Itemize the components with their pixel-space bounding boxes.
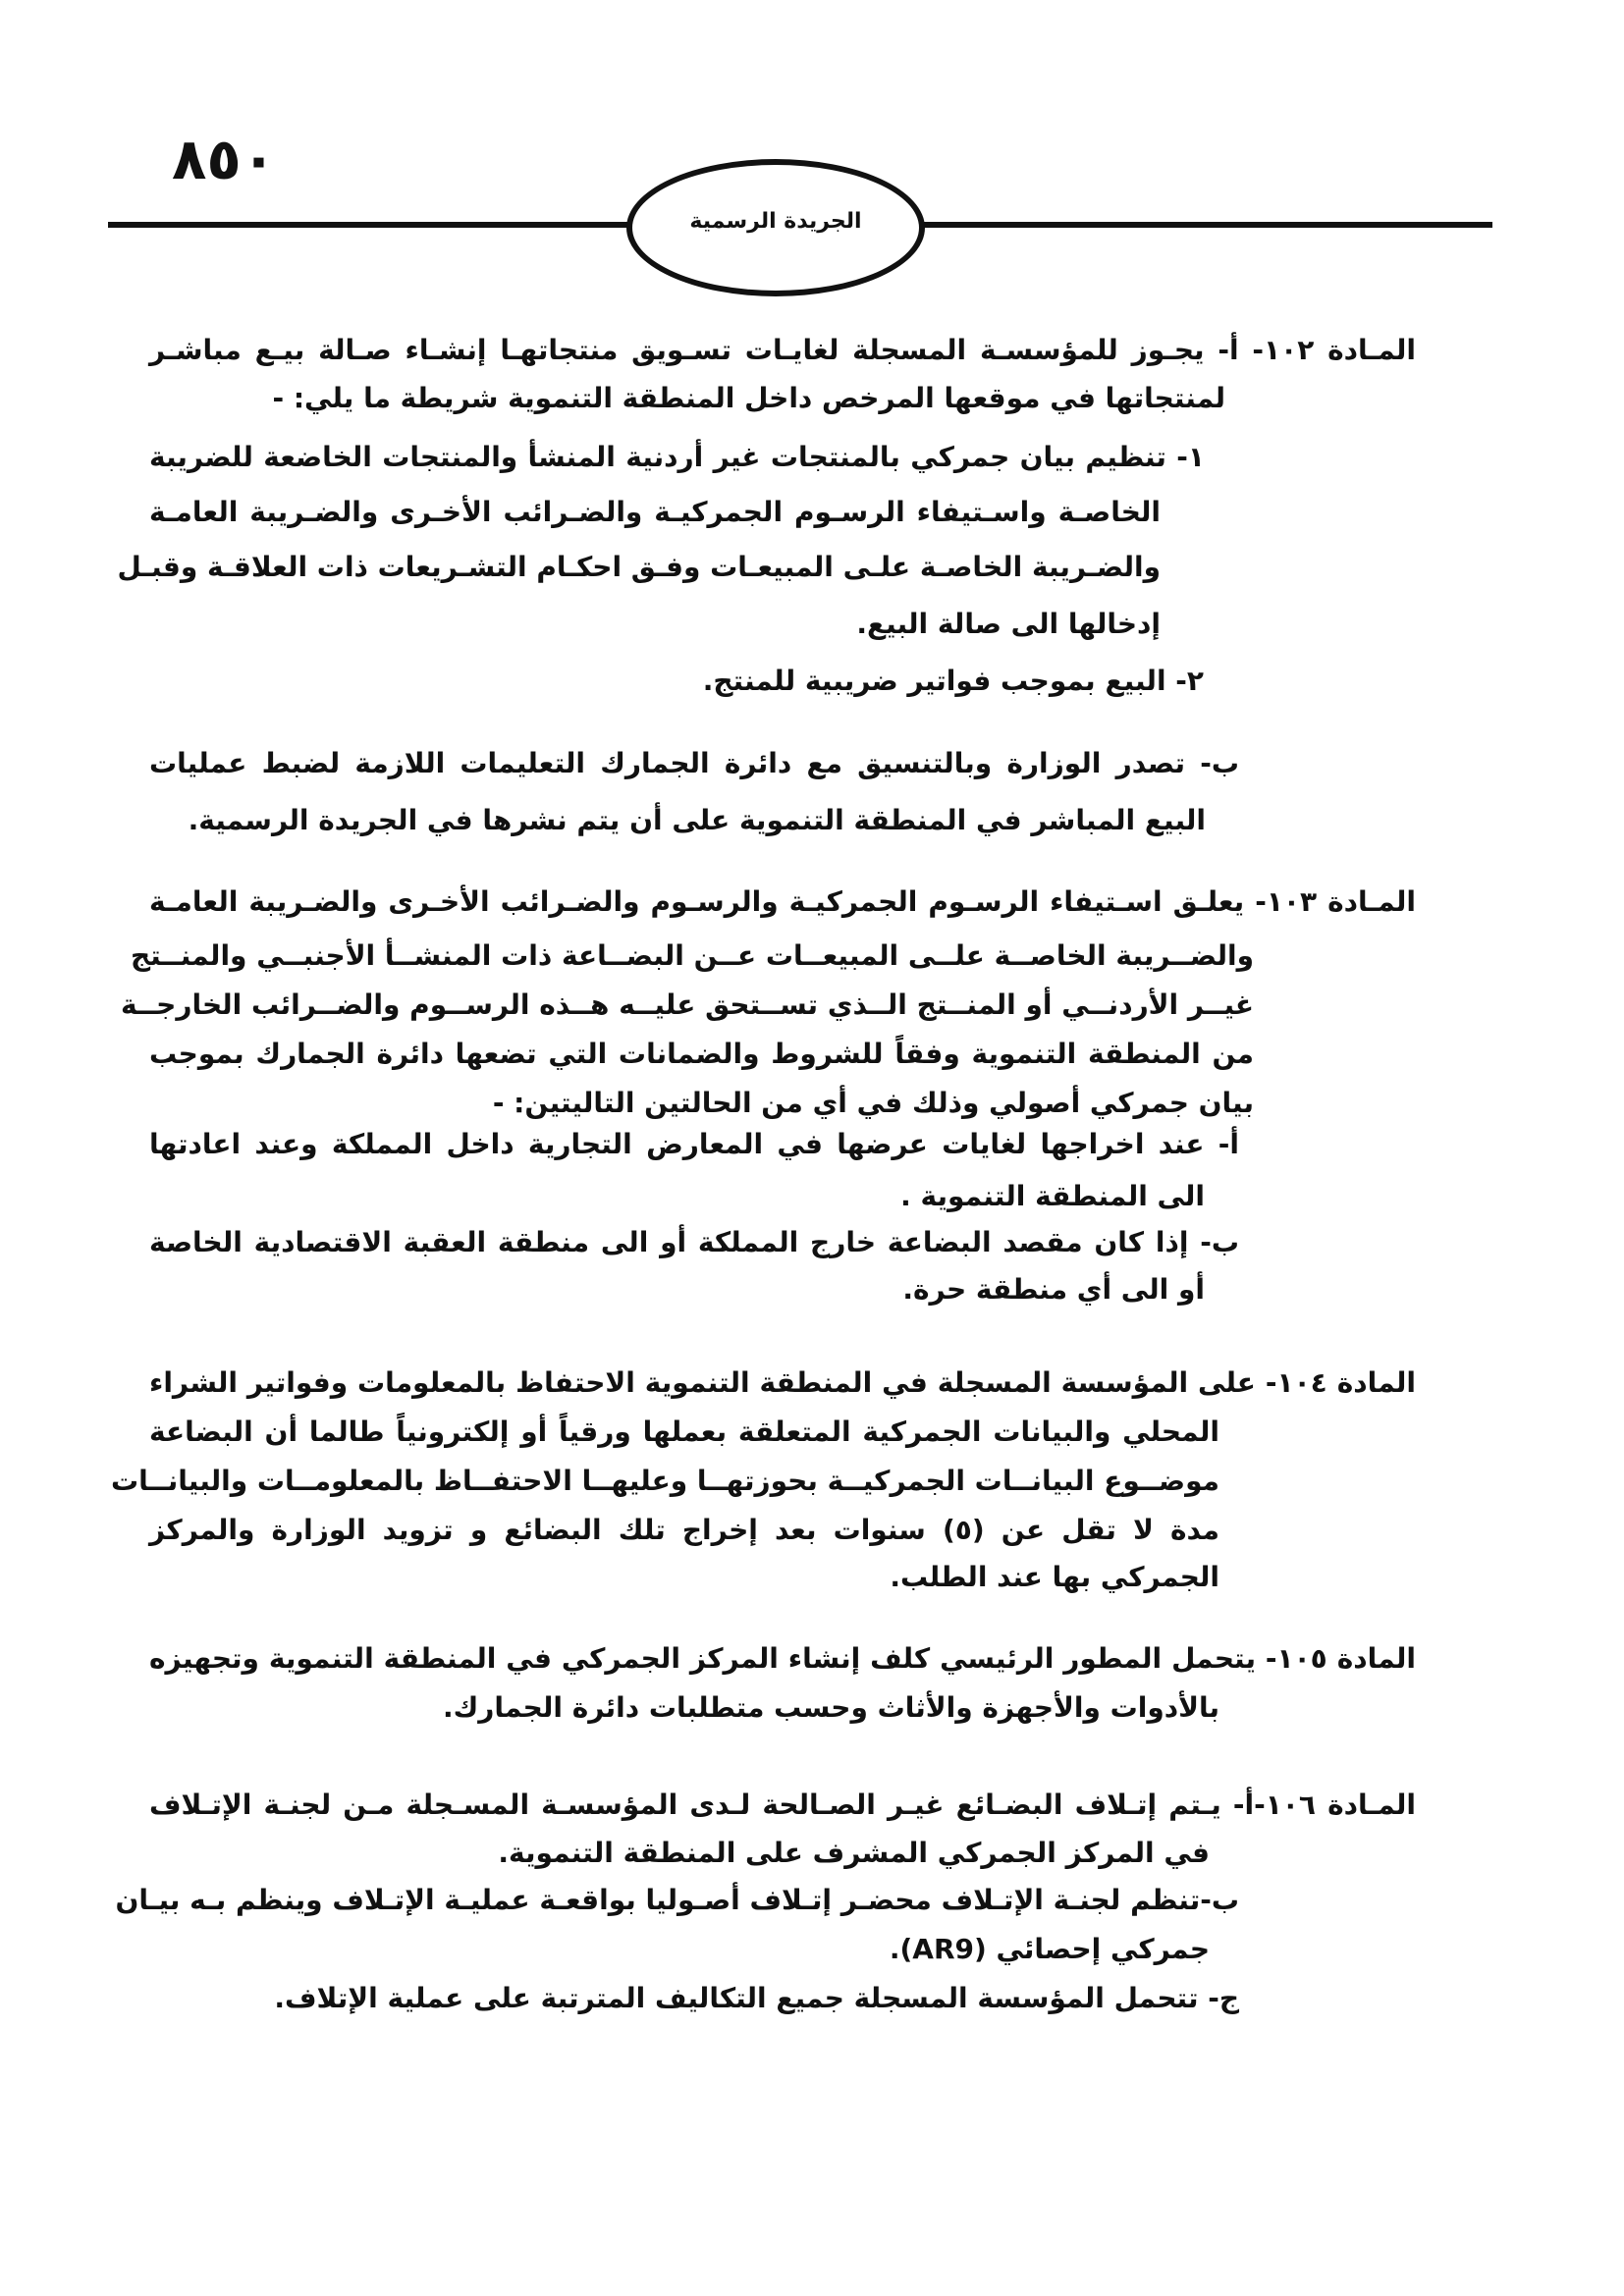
text-line: المـادة ١٠٣- يعلـق اسـتيفاء الرسـوم الجمركيـة والرسـوم والضـرائب الأخـرى والضـريبة العامـة [149, 885, 1416, 918]
text-line: موضــوع البيانــات الجمركيــة بحوزتهــا وعليهــا الاحتفــاظ بالمعلومــات والبيانــات [110, 1465, 1219, 1497]
text-line: مدة لا تقل عن (٥) سنوات بعد إخراج تلك البضائع و تزويد الوزارة والمركز [149, 1514, 1219, 1546]
text-line: بيان جمركي أصولي وذلك في أي من الحالتين التاليتين: - [492, 1087, 1254, 1119]
page-number: ٨٥٠ [172, 126, 277, 192]
text-line: المحلي والبيانات الجمركية المتعلقة بعملها ورقياً أو إلكترونياً طالما أن البضاعة [149, 1415, 1219, 1448]
text-line: من المنطقة التنموية وفقاً للشروط والضمانات التي تضعها دائرة الجمارك بموجب [149, 1038, 1254, 1070]
text-line: الى المنطقة التنموية . [900, 1180, 1205, 1212]
text-line: ب- إذا كان مقصد البضاعة خارج المملكة أو الى منطقة العقبة الاقتصادية الخاصة [149, 1226, 1239, 1258]
text-line: المادة ١٠٥- يتحمل المطور الرئيسي كلف إنشاء المركز الجمركي في المنطقة التنموية وتجهيزه [149, 1642, 1416, 1675]
text-line: لمنتجاتها في موقعها المرخص داخل المنطقة التنموية شريطة ما يلي: - [272, 382, 1225, 414]
text-line: ج- تتحمل المؤسسة المسجلة جميع التكاليف المترتبة على عملية الإتلاف. [274, 1982, 1239, 2014]
text-line: الخاصـة واسـتيفاء الرسـوم الجمركيـة والضـرائب الأخـرى والضـريبة العامـة [149, 496, 1161, 528]
text-line: المادة ١٠٤- على المؤسسة المسجلة في المنطقة التنموية الاحتفاظ بالمعلومات وفواتير الشراء [149, 1366, 1416, 1399]
gazette-title: الجريدة الرسمية [689, 208, 862, 234]
text-line: البيع المباشر في المنطقة التنموية على أن يتم نشرها في الجريدة الرسمية. [188, 804, 1206, 836]
text-line: إدخالها الى صالة البيع. [856, 608, 1161, 640]
text-line: في المركز الجمركي المشرف على المنطقة التنموية. [498, 1837, 1210, 1869]
gazette-title-ellipse [626, 159, 925, 296]
text-line: أو الى أي منطقة حرة. [902, 1273, 1205, 1306]
text-line: والضــريبة الخاصــة علــى المبيعــات عــن البضــاعة ذات المنشــأ الأجنبــي والمنــتج [130, 939, 1254, 972]
text-line: الجمركي بها عند الطلب. [890, 1561, 1219, 1593]
text-line: والضـريبة الخاصـة علـى المبيعـات وفـق احكـام التشـريعات ذات العلاقـة وقبـل [117, 551, 1161, 583]
text-line: ب-تنظم لجنـة الإتـلاف محضـر إتـلاف أصـوليا بواقعـة عمليـة الإتـلاف وينظم بـه بيـان [115, 1884, 1239, 1916]
text-line: جمركي إحصائي (AR9). [889, 1933, 1210, 1965]
text-line: ب- تصدر الوزارة وبالتنسيق مع دائرة الجمارك التعليمات اللازمة لضبط عمليات [149, 747, 1239, 779]
text-line: المـادة ١٠٢- أ- يجـوز للمؤسسـة المسجلة لغايـات تسـويق منتجاتهـا إنشـاء صـالة بيـع مباشـر [149, 334, 1416, 366]
text-line: أ- عند اخراجها لغايات عرضها في المعارض التجارية داخل المملكة وعند اعادتها [149, 1128, 1239, 1160]
text-line: بالأدوات والأجهزة والأثاث وحسب متطلبات دائرة الجمارك. [442, 1691, 1219, 1724]
text-line: المـادة ١٠٦-أ- يـتم إتـلاف البضـائع غيـر الصـالحة لـدى المؤسسـة المسـجلة مـن لجنـة الإتـلاف [149, 1789, 1416, 1821]
text-line: ٢- البيع بموجب فواتير ضريبية للمنتج. [702, 665, 1204, 697]
text-line: غيــر الأردنــي أو المنــتج الــذي تســتحق عليــه هــذه الرســوم والضــرائب الخارجــة [121, 988, 1254, 1021]
text-line: ١- تنظيم بيان جمركي بالمنتجات غير أردنية المنشأ والمنتجات الخاضعة للضريبة [149, 441, 1205, 473]
